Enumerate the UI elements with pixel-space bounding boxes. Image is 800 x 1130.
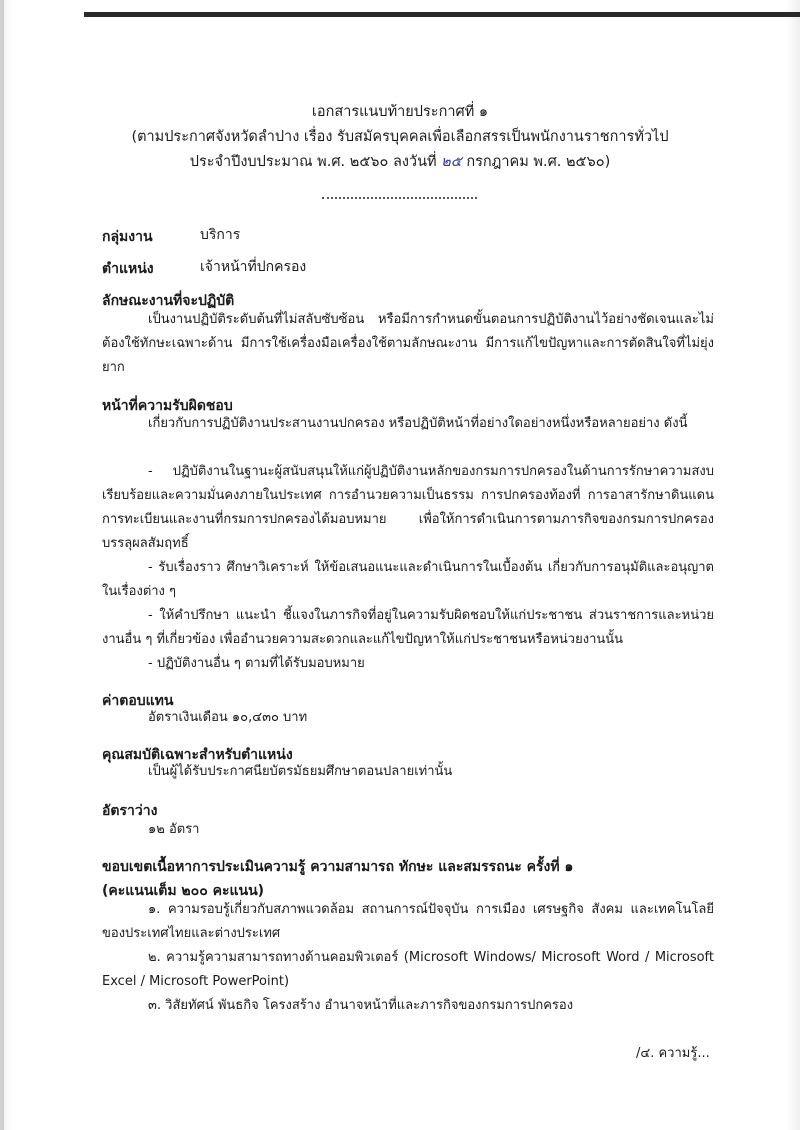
assessment-item: ๓. วิสัยทัศน์ พันธกิจ โครงสร้าง อำนาจหน้าที่และภารกิจของกรมการปกครอง [148, 998, 574, 1013]
duties-heading: หน้าที่ความรับผิดชอบ [102, 398, 233, 414]
assessment-subheading: (คะแนนเต็ม ๒๐๐ คะแนน) [102, 883, 265, 899]
assessment-heading: ขอบเขตเนื้อหาการประเมินความรู้ ความสามารถ ทักษะ และสมรรถนะ ครั้งที่ ๑ [102, 859, 574, 875]
header-subtitle: (ตามประกาศจังหวัดลำปาง เรื่อง รับสมัครบุคคลเพื่อเลือกสรรเป็นพนักงานราชการทั่วไป [131, 129, 669, 145]
assessment-item: ๑. ความรอบรู้เกี่ยวกับสภาพแวดล้อม สถานการณ์ปัจจุบัน การเมือง เศรษฐกิจ สังคม และเทคโนโลยีของประเทศไทยและต่างประเทศ [102, 902, 714, 941]
dotted-separator [322, 197, 477, 199]
compensation-text: อัตราเงินเดือน ๑๐,๔๓๐ บาท [148, 710, 308, 725]
header-date-day-handwritten: ๒๕ [441, 154, 462, 170]
header-date-suffix: กรกฎาคม พ.ศ. ๒๕๖๐) [466, 154, 611, 170]
vacancy-text: ๑๒ อัตรา [148, 822, 200, 837]
job-nature-text: เป็นงานปฏิบัติระดับต้นที่ไม่สลับซับซ้อน หรือมีการกำหนดขั้นตอนการปฏิบัติงานไว้อย่างชัดเจนและไม่ต้องใช้ทักษะเฉพาะด้าน มีการใช้เครื่องมือเครื่องใช้ตามลักษณะงาน มีการแก้ไขปัญหาและการตัดสินใจที่ไม่ยุ่งยาก [102, 312, 714, 375]
scan-edge-top [84, 12, 800, 17]
header-title: เอกสารแนบท้ายประกาศที่ ๑ [311, 104, 489, 120]
duties-intro: เกี่ยวกับการปฏิบัติงานประสานงานปกครอง หรือปฏิบัติหน้าที่อย่างใดอย่างหนึ่งหรือหลายอย่าง ดังนี้ [148, 416, 688, 431]
header-date-prefix: ประจำปีงบประมาณ พ.ศ. ๒๕๖๐ ลงวันที่ [189, 154, 437, 170]
qualification-text: เป็นผู้ได้รับประกาศนียบัตรมัธยมศึกษาตอนปลายเท่านั้น [148, 764, 453, 779]
duty-item: - รับเรื่องราว ศึกษาวิเคราะห์ ให้ข้อเสนอแนะและดำเนินการในเบื้องต้น เกี่ยวกับการอนุมัติและอนุญาตในเรื่องต่าง ๆ [102, 560, 714, 599]
duty-item: - ให้คำปรึกษา แนะนำ ชี้แจงในภารกิจที่อยู่ในความรับผิดชอบให้แก่ประชาชน ส่วนราชการและหน่วยงานอื่น ๆ ที่เกี่ยวข้อง เพื่ออำนวยความสะดวกและแก้ไขปัญหาให้แก่ประชาชนหรือหน่วยงานนั้น [102, 608, 714, 647]
job-nature-heading: ลักษณะงานที่จะปฏิบัติ [102, 293, 235, 309]
header-date-line [0, 150, 800, 173]
position-label: ตำแหน่ง [102, 261, 154, 277]
qualification-heading: คุณสมบัติเฉพาะสำหรับตำแหน่ง [102, 747, 293, 763]
group-value: บริการ [200, 227, 241, 243]
vacancy-heading: อัตราว่าง [102, 803, 158, 819]
group-label: กลุ่มงาน [102, 229, 153, 245]
duty-item: - ปฏิบัติงานในฐานะผู้สนับสนุนให้แก่ผู้ปฏิบัติงานหลักของกรมการปกครองในด้านการรักษาความสงบเรียบร้อยและความมั่นคงภายในประเทศ การอำนวยความเป็นธรรม การปกครองท้องที่ การอาสารักษาดินแดน การทะเบียนและงานที่กรมการปกครองได้มอบหมาย เพื่อให้การดำเนินการตามภารกิจของกรมการปกครองบรรลุผลสัมฤทธิ์ [102, 464, 714, 551]
position-value: เจ้าหน้าที่ปกครอง [200, 259, 307, 275]
compensation-heading: ค่าตอบแทน [102, 693, 174, 709]
continuation-note: /๔. ความรู้... [636, 1046, 710, 1061]
duty-item: - ปฏิบัติงานอื่น ๆ ตามที่ได้รับมอบหมาย [148, 656, 365, 671]
assessment-item: ๒. ความรู้ความสามารถทางด้านคอมพิวเตอร์ (Microsoft Windows/ Microsoft Word / Microsoft Excel / Microsoft PowerPoint) [102, 950, 714, 989]
